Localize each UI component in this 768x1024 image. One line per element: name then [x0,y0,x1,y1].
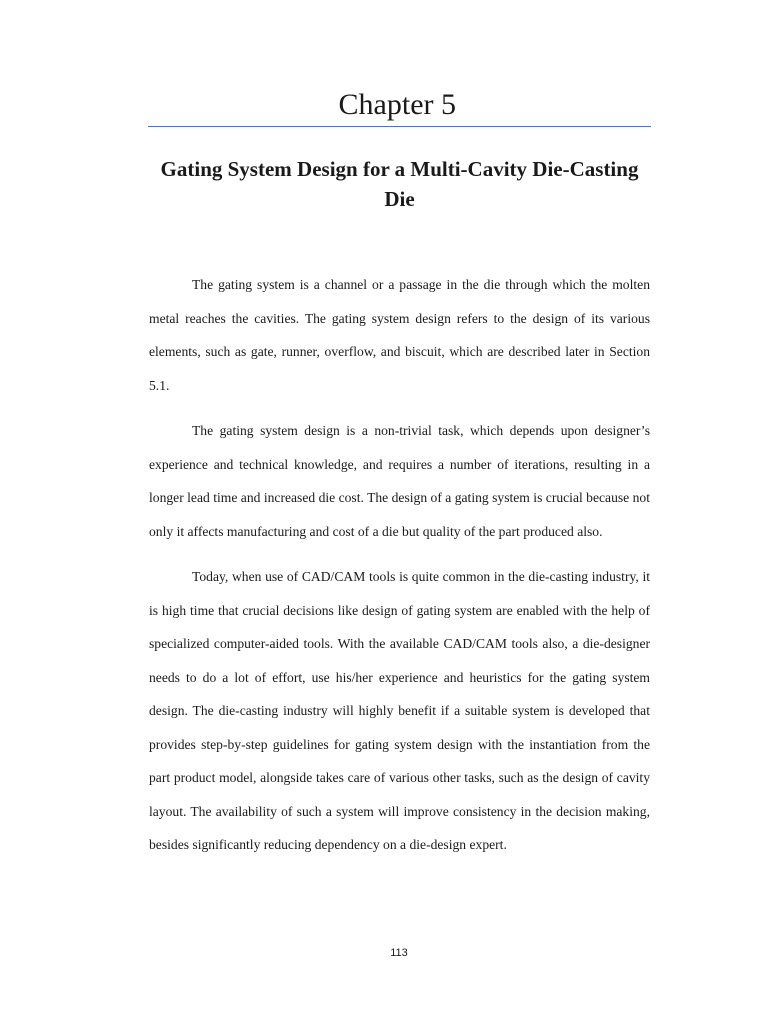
body-paragraph-2: The gating system design is a non-trivial task, which depends upon designer’s experience and technical knowledge, and requires a number of iterations, resulting in a longer lead time and increased die cost. The design of a gating system is crucial because not only it affects manufacturing and cost of a die but quality of the part produced also. [149,423,650,539]
page-number: 113 [390,947,408,959]
chapter-divider [148,126,651,127]
body-paragraph-1: The gating system is a channel or a passage in the die through which the molten metal reaches the cavities. The gating system design refers to the design of its various elements, such as gate, runner, overflow, and biscuit, which are described later in Section 5.1. [149,277,650,393]
body-paragraph-3: Today, when use of CAD/CAM tools is quite common in the die-casting industry, it is high time that crucial decisions like design of gating system are enabled with the help of specialized computer-aided tools. With the available CAD/CAM tools also, a die-designer needs to do a lot of effort, use his/her experience and heuristics for the gating system design. The die-casting industry will highly benefit if a suitable system is developed that provides step-by-step guidelines for gating system design with the instantiation from the part product model, alongside takes care of various other tasks, such as the design of cavity layout. The availability of such a system will improve consistency in the decision making, besides significantly reducing dependency on a die-design expert. [149,569,650,852]
section-title: Gating System Design for a Multi-Cavity Die-Casting Die [160,157,639,211]
chapter-heading: Chapter 5 [338,88,456,121]
